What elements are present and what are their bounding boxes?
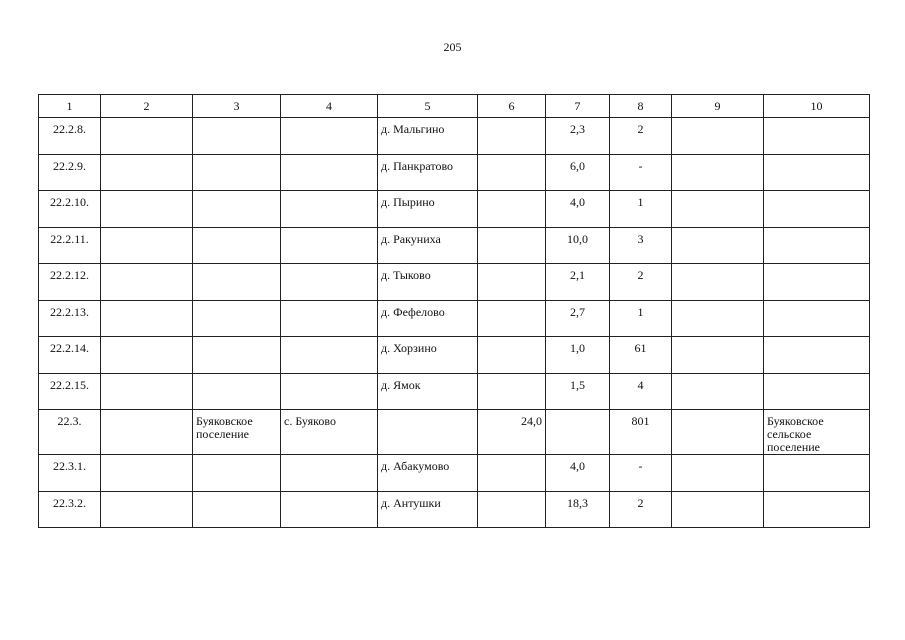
table-cell	[672, 227, 764, 264]
table-cell	[281, 337, 378, 374]
table-cell	[193, 337, 281, 374]
table-cell	[193, 373, 281, 410]
table-cell	[764, 191, 870, 228]
table-cell	[764, 118, 870, 155]
table-cell	[672, 118, 764, 155]
table-cell	[478, 118, 546, 155]
column-header: 10	[764, 95, 870, 118]
table-cell: д. Тыково	[378, 264, 478, 301]
table-cell	[478, 491, 546, 528]
table-cell: д. Мальгино	[378, 118, 478, 155]
table-cell: д. Антушки	[378, 491, 478, 528]
column-header: 2	[101, 95, 193, 118]
table-cell: 2	[610, 118, 672, 155]
table-cell: 22.3.1.	[39, 455, 101, 492]
table-cell	[546, 410, 610, 455]
column-header: 1	[39, 95, 101, 118]
column-header: 7	[546, 95, 610, 118]
table-cell: -	[610, 154, 672, 191]
table-cell	[764, 264, 870, 301]
table-cell	[672, 491, 764, 528]
table-cell	[101, 264, 193, 301]
table-cell: 2,1	[546, 264, 610, 301]
column-header: 8	[610, 95, 672, 118]
table-row	[39, 154, 870, 191]
table-cell	[764, 373, 870, 410]
table-cell: 6,0	[546, 154, 610, 191]
table-cell: 1,0	[546, 337, 610, 374]
table-cell	[193, 118, 281, 155]
table-cell: 24,0	[478, 410, 546, 455]
table-cell	[281, 373, 378, 410]
table-cell: 2	[610, 264, 672, 301]
table-cell	[478, 264, 546, 301]
table-cell	[478, 455, 546, 492]
table-cell: 22.2.8.	[39, 118, 101, 155]
table-cell: 4	[610, 373, 672, 410]
table-cell: д. Хорзино	[378, 337, 478, 374]
table-cell	[193, 191, 281, 228]
table-cell	[478, 154, 546, 191]
table-cell	[193, 491, 281, 528]
table-cell: 22.2.10.	[39, 191, 101, 228]
table-cell: д. Ракуниха	[378, 227, 478, 264]
table-cell	[101, 154, 193, 191]
table-cell	[478, 300, 546, 337]
table-cell	[101, 118, 193, 155]
table-cell	[672, 410, 764, 455]
table-cell	[101, 337, 193, 374]
table-cell	[764, 154, 870, 191]
table-cell: -	[610, 455, 672, 492]
table-cell	[101, 491, 193, 528]
table-cell	[193, 264, 281, 301]
table-cell	[672, 154, 764, 191]
table-cell	[193, 300, 281, 337]
table-cell	[281, 227, 378, 264]
table-cell	[672, 264, 764, 301]
table-cell: 10,0	[546, 227, 610, 264]
table-cell	[281, 118, 378, 155]
table-cell	[764, 337, 870, 374]
table-cell: Буяковское поселение	[193, 410, 281, 455]
table-row	[39, 191, 870, 228]
table-cell: 2,7	[546, 300, 610, 337]
table-cell	[101, 455, 193, 492]
table-cell: 22.2.14.	[39, 337, 101, 374]
table-cell: 22.2.13.	[39, 300, 101, 337]
table-cell	[281, 300, 378, 337]
table-cell: 1	[610, 191, 672, 228]
table-cell: 4,0	[546, 191, 610, 228]
table-cell	[193, 227, 281, 264]
table-cell	[672, 455, 764, 492]
table-row	[39, 337, 870, 374]
table-cell	[281, 154, 378, 191]
table-cell	[764, 227, 870, 264]
table-cell	[478, 373, 546, 410]
table-cell	[281, 264, 378, 301]
table-row	[39, 373, 870, 410]
table-cell: 801	[610, 410, 672, 455]
column-header: 4	[281, 95, 378, 118]
table-cell: д. Пырино	[378, 191, 478, 228]
table-cell: 4,0	[546, 455, 610, 492]
column-header: 9	[672, 95, 764, 118]
table-cell	[672, 300, 764, 337]
table-cell	[281, 491, 378, 528]
table-cell: 22.2.11.	[39, 227, 101, 264]
table-cell	[478, 191, 546, 228]
table-cell	[378, 410, 478, 455]
table-cell: 22.2.12.	[39, 264, 101, 301]
table-cell	[101, 300, 193, 337]
table-cell: 22.3.2.	[39, 491, 101, 528]
table-cell	[193, 455, 281, 492]
table-cell	[193, 154, 281, 191]
table-cell: 3	[610, 227, 672, 264]
table-row	[39, 227, 870, 264]
table-cell: д. Абакумово	[378, 455, 478, 492]
table-cell	[478, 227, 546, 264]
table-cell	[764, 491, 870, 528]
table-row	[39, 455, 870, 492]
table-cell	[478, 337, 546, 374]
table-row	[39, 300, 870, 337]
table-cell: Буяковское сельское поселение	[764, 410, 870, 455]
table-cell	[101, 410, 193, 455]
table-cell: 2	[610, 491, 672, 528]
table-cell: с. Буяково	[281, 410, 378, 455]
table-row	[39, 410, 870, 455]
column-header: 5	[378, 95, 478, 118]
column-header: 3	[193, 95, 281, 118]
table-cell: д. Ямок	[378, 373, 478, 410]
table-cell: 2,3	[546, 118, 610, 155]
table-cell: 22.2.9.	[39, 154, 101, 191]
table-cell: 61	[610, 337, 672, 374]
table-cell	[764, 455, 870, 492]
table-cell	[281, 455, 378, 492]
table-cell: 1	[610, 300, 672, 337]
header-row	[39, 95, 870, 118]
data-table	[38, 94, 870, 528]
table-cell	[672, 191, 764, 228]
table-cell	[672, 373, 764, 410]
table-cell: 22.2.15.	[39, 373, 101, 410]
table-cell: 1,5	[546, 373, 610, 410]
page-number: 205	[443, 40, 462, 54]
table-cell	[101, 191, 193, 228]
table-cell: 22.3.	[39, 410, 101, 455]
table-cell	[672, 337, 764, 374]
column-header: 6	[478, 95, 546, 118]
table-cell	[764, 300, 870, 337]
table-cell: 18,3	[546, 491, 610, 528]
table-cell	[101, 373, 193, 410]
table-row	[39, 491, 870, 528]
table-cell: д. Панкратово	[378, 154, 478, 191]
table-cell	[101, 227, 193, 264]
table-row	[39, 264, 870, 301]
table-cell	[281, 191, 378, 228]
table-row	[39, 118, 870, 155]
table-cell: д. Фефелово	[378, 300, 478, 337]
